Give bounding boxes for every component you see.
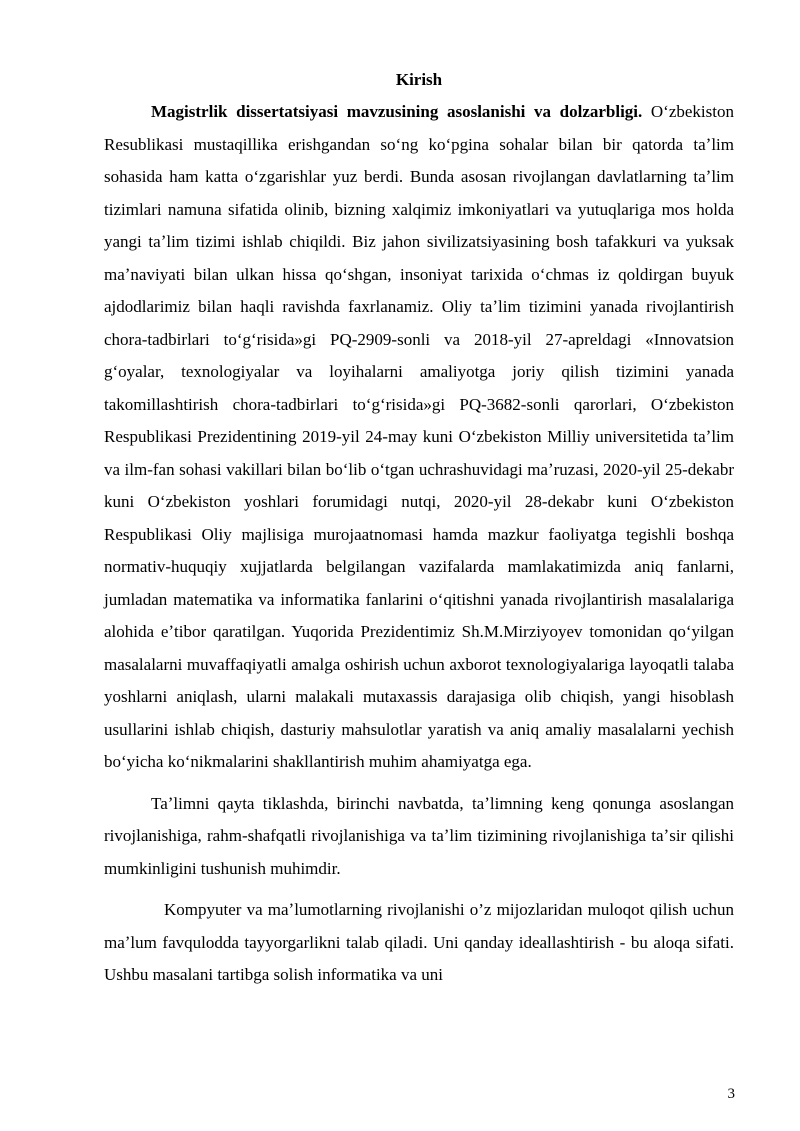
page-number: 3 [727, 1086, 735, 1102]
paragraph-education-reform [104, 788, 734, 886]
paragraph-lead-title: Magistrlik dissertatsiyasi mavzusining asoslanishi va dolzarbligi. [151, 102, 643, 121]
section-heading: Kirish [395, 70, 443, 89]
paragraph-body: Kompyuter va maʼlumotlarning rivojlanishi o’z mijozlaridan muloqot qilish uchun maʼlum favqulodda tayyorgarlikni talab qiladi. Uni qanday ideallashtirish - bu aloqa sifati. Ushbu masalani tartibga solish informatika va uni [104, 900, 734, 984]
document-page [104, 64, 734, 992]
paragraph-body: Taʼlimni qayta tiklashda, birinchi navbatda, taʼlimning keng qonunga asoslangan rivojlanishiga, rahm-shafqatli rivojlanishiga va taʼlim tizimining rivojlanishiga taʼsir qilishi mumkinligini tushunish muhimdir. [104, 793, 734, 878]
paragraph-relevance [104, 96, 734, 779]
paragraph-computer-data [104, 894, 734, 992]
paragraph-body: Oʻzbekiston Resublikasi mustaqillika erishgandan soʻng koʻpgina sohalar bilan bir qatorda taʼlim sohasida ham katta oʻzgarishlar yuz berdi. Bunda asosan rivojlangan davlatlarning taʼlim tizimlari namuna sifatida olinib, bizning xalqimiz imkoniyatlari va yutuqlariga mos holda yangi taʼlim tizimi ishlab chiqildi. Biz jahon sivilizatsiyasining bosh tafakkuri va yuksak maʼnaviyati bilan ulkan hissa qoʻshgan, insoniyat tarixida oʻchmas iz qoldirgan buyuk ajdodlarimiz bilan haqli ravishda faxrlanamiz. Oliy taʼlim tizimini yanada rivojlantirish chora-tadbirlari toʻgʻrisida»gi PQ-2909-sonli va 2018-yil 27-apreldagi «Innovatsion gʻoyalar, texnologiyalar va loyihalarni amaliyotga joriy qilish tizimini yanada takomillashtirish chora-tadbirlari toʻgʻrisida»gi PQ-3682-sonli qarorlari, Oʻzbekiston Respublikasi Prezidentining 2019-yil 24-may kuni Oʻzbekiston Milliy universitetida taʼlim va ilm-fan sohasi vakillari bilan boʻlib oʻtgan uchrashuvidagi maʼruzasi, 2020-yil 25-dekabr kuni Oʻzbekiston yoshlari forumidagi nutqi, 2020-yil 28-dekabr kuni Oʻzbekiston Respublikasi Oliy majlisiga murojaatnomasi hamda mazkur faoliyatga tegishli boshqa normativ-huquqiy xujjatlarda belgilangan vazifalarda mamlakatimizda aniq fanlarni, jumladan matematika va informatika fanlarini oʻqitishni yanada rivojlantirish masalalariga alohida eʼtibor qaratilgan. Yuqorida Prezidentimiz Sh.M.Mirziyoyev tomonidan qoʻyilgan masalalarni muvaffaqiyatli amalga oshirish uchun axborot texnologiyalariga layoqatli talaba yoshlarni aniqlash, ularni malakali mutaxassis darajasiga olib chiqish, yangi hisoblash usullarini ishlab chiqish, dasturiy mahsulotlar yaratish va aniq amaliy masalalarni yechish boʻyicha koʻnikmalarini shakllantirish muhim ahamiyatga ega. [104, 102, 734, 771]
